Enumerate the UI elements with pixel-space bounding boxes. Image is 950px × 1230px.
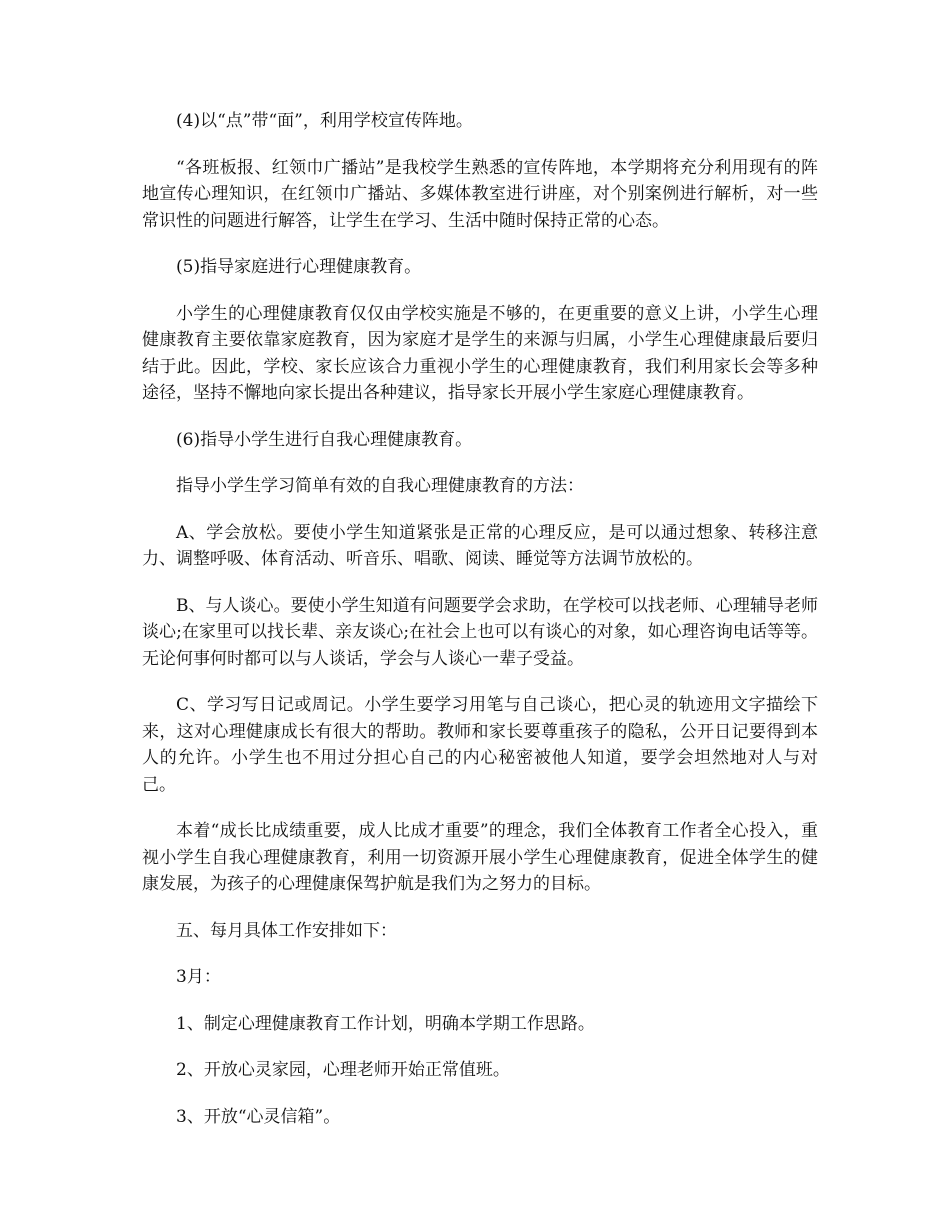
list-item-march-3: 3、开放“心灵信箱”。 [176, 1106, 341, 1127]
list-item-march-2: 2、开放心灵家园，心理老师开始正常值班。 [176, 1060, 510, 1080]
paragraph-publicity: “各班板报、红领巾广播站”是我校学生熟悉的宣传阵地，本学期将充分利用现有的阵地宣传心理知识，在红领巾广播站、多媒体教室进行讲座，对个别案例进行解析，对一些常识性的问题进行解答，让学生在学习、生活中随时保持正常的心态。 [142, 157, 818, 231]
paragraph-method-a: A、学会放松。要使小学生知道紧张是正常的心理反应，是可以通过想象、转移注意力、调整呼吸、体育活动、听音乐、唱歌、阅读、睡觉等方法调节放松的。 [142, 522, 818, 569]
section-heading-monthly-plan: 五、每月具体工作安排如下： [176, 920, 397, 941]
month-heading-march: 3月： [176, 967, 221, 987]
heading-item-4: (4)以“点”带“面”，利用学校宣传阵地。 [176, 111, 473, 131]
heading-item-5: (5)指导家庭进行心理健康教育。 [176, 257, 422, 277]
paragraph-family-education: 小学生的心理健康教育仅仅由学校实施是不够的，在更重要的意义上讲，小学生心理健康教育主要依靠家庭教育，因为家庭才是学生的来源与归属，小学生心理健康最后要归结于此。因此，学校、家长应该合力重视小学生的心理健康教育，我们利用家长会等多种途径，坚持不懈地向家长提出各种建议，指导家长开展小学生家庭心理健康教育。 [142, 303, 818, 403]
paragraph-method-c: C、学习写日记或周记。小学生要学习用笔与自己谈心，把心灵的轨迹用文字描绘下来，这对心理健康成长有很大的帮助。教师和家长要尊重孩子的隐私，公开日记要得到本人的允许。小学生也不用过分担心自己的内心秘密被他人知道，要学会坦然地对人与对己。 [142, 695, 818, 795]
paragraph-philosophy: 本着“成长比成绩重要，成人比成才重要”的理念，我们全体教育工作者全心投入，重视小学生自我心理健康教育，利用一切资源开展小学生心理健康教育，促进全体学生的健康发展，为孩子的心理健康保驾护航是我们为之努力的目标。 [142, 821, 818, 894]
paragraph-methods-intro: 指导小学生学习简单有效的自我心理健康教育的方法： [176, 476, 584, 496]
paragraph-method-b: B、与人谈心。要使小学生知道有问题要学会求助，在学校可以找老师、心理辅导老师谈心;在家里可以找长辈、亲友谈心;在社会上也可以有谈心的对象，如心理咨询电话等等。无论何事何时都可以与人谈话，学会与人谈心一辈子受益。 [142, 595, 818, 669]
heading-item-6: (6)指导小学生进行自我心理健康教育。 [176, 429, 473, 450]
document-body [142, 108, 818, 1150]
list-item-march-1: 1、制定心理健康教育工作计划，明确本学期工作思路。 [176, 1013, 595, 1034]
